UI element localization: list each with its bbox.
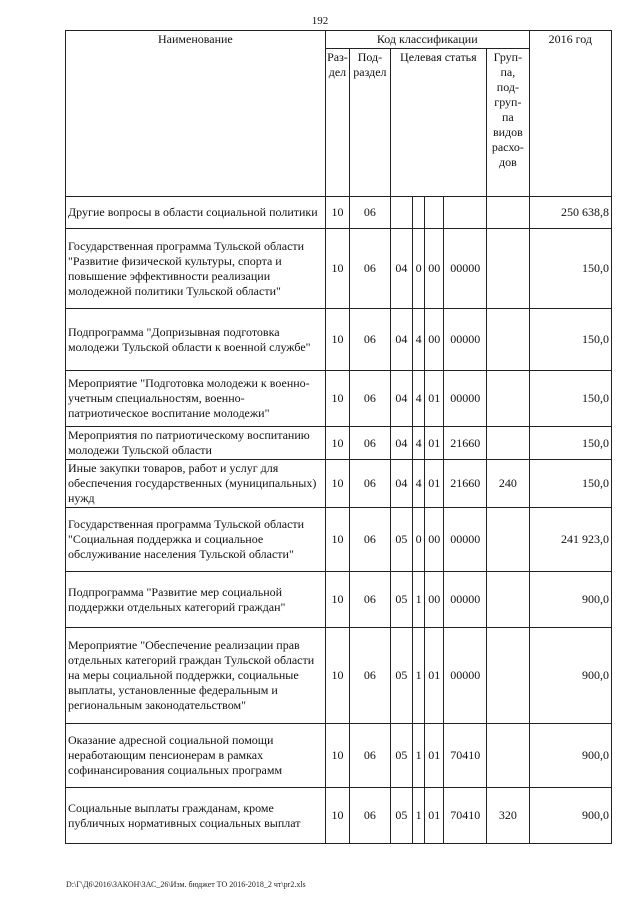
cell-podrazdel: 06 [350,309,391,371]
cell-vid: 320 [487,788,530,844]
cell-t2 [413,197,425,229]
cell-t2: 1 [413,724,425,788]
cell-name: Другие вопросы в области социальной политики [66,197,326,229]
cell-razdel: 10 [325,724,349,788]
table-row [66,724,612,788]
cell-t1: 04 [390,460,412,508]
table-row [66,508,612,572]
cell-razdel: 10 [325,508,349,572]
cell-podrazdel: 06 [350,197,391,229]
header-expense-type: Груп- па, под- груп- па видов расхо- дов [487,49,530,197]
cell-t3: 01 [425,460,444,508]
table-row [66,197,612,229]
cell-vid [487,628,530,724]
page-number: 192 [311,15,329,27]
header-target: Целевая статья [390,49,486,197]
cell-razdel: 10 [325,572,349,628]
cell-t2: 1 [413,788,425,844]
cell-vid [487,572,530,628]
cell-t2: 1 [413,572,425,628]
cell-amount: 150,0 [529,427,611,460]
cell-podrazdel: 06 [350,724,391,788]
table-row [66,229,612,309]
table-row [66,371,612,427]
cell-t2: 0 [413,508,425,572]
cell-vid [487,309,530,371]
cell-t4: 70410 [444,724,487,788]
header-code-group: Код классификации [325,31,529,49]
cell-name: Мероприятие "Обеспечение реализации прав отдельных категорий граждан Тульской области на меры социальной поддержки, социальные выплаты, установленные федеральным и региональным законодательством" [66,628,326,724]
cell-vid [487,229,530,309]
cell-t4: 00000 [444,508,487,572]
table-row [66,427,612,460]
cell-t4: 00000 [444,572,487,628]
cell-razdel: 10 [325,197,349,229]
cell-amount: 241 923,0 [529,508,611,572]
cell-amount: 150,0 [529,371,611,427]
footer-file-path: D:\Г\Д6\2016\ЗАКОН\ЗАС_26\Изм. бюджет ТО 2016-2018_2 чт\pr2.xls [66,880,306,889]
cell-amount: 900,0 [529,788,611,844]
cell-t3: 01 [425,788,444,844]
cell-t2: 4 [413,427,425,460]
budget-table [65,30,612,844]
cell-vid: 240 [487,460,530,508]
cell-vid [487,508,530,572]
cell-amount: 250 638,8 [529,197,611,229]
cell-razdel: 10 [325,371,349,427]
cell-t2: 4 [413,371,425,427]
cell-razdel: 10 [325,229,349,309]
cell-t1: 05 [390,628,412,724]
cell-name: Государственная программа Тульской области "Развитие физической культуры, спорта и повышение эффективности реализации молодежной политики Тульской области" [66,229,326,309]
cell-t1: 05 [390,788,412,844]
cell-t1: 05 [390,572,412,628]
cell-podrazdel: 06 [350,508,391,572]
cell-razdel: 10 [325,427,349,460]
cell-vid [487,371,530,427]
cell-t3: 00 [425,572,444,628]
cell-name: Мероприятие "Подготовка молодежи к военно-учетным специальностям, военно-патриотическое воспитание молодежи" [66,371,326,427]
header-subsection: Под- раздел [350,49,391,197]
cell-t3: 01 [425,724,444,788]
cell-vid [487,427,530,460]
cell-podrazdel: 06 [350,371,391,427]
table-row [66,460,612,508]
cell-vid [487,197,530,229]
cell-t4: 00000 [444,371,487,427]
cell-t3 [425,197,444,229]
cell-name: Государственная программа Тульской области "Социальная поддержка и социальное обслуживание населения Тульской области" [66,508,326,572]
cell-amount: 900,0 [529,724,611,788]
table-row [66,788,612,844]
header-row-top [66,31,612,49]
cell-amount: 150,0 [529,309,611,371]
header-year: 2016 год [529,31,611,197]
cell-podrazdel: 06 [350,229,391,309]
cell-t3: 01 [425,371,444,427]
cell-razdel: 10 [325,628,349,724]
cell-t1: 05 [390,724,412,788]
cell-t1: 04 [390,371,412,427]
cell-name: Подпрограмма "Развитие мер социальной поддержки отдельных категорий граждан" [66,572,326,628]
table-row [66,309,612,371]
cell-t1 [390,197,412,229]
cell-name: Иные закупки товаров, работ и услуг для обеспечения государственных (муниципальных) нужд [66,460,326,508]
table-row [66,628,612,724]
cell-t3: 00 [425,229,444,309]
cell-t4: 00000 [444,628,487,724]
cell-razdel: 10 [325,788,349,844]
cell-name: Оказание адресной социальной помощи неработающим пенсионерам в рамках софинансирования социальных программ [66,724,326,788]
cell-amount: 150,0 [529,460,611,508]
cell-amount: 150,0 [529,229,611,309]
cell-t3: 00 [425,508,444,572]
cell-vid [487,724,530,788]
cell-t2: 4 [413,460,425,508]
cell-name: Социальные выплаты гражданам, кроме публичных нормативных социальных выплат [66,788,326,844]
cell-razdel: 10 [325,309,349,371]
cell-podrazdel: 06 [350,572,391,628]
cell-podrazdel: 06 [350,427,391,460]
cell-t1: 04 [390,427,412,460]
cell-t4: 00000 [444,309,487,371]
cell-t3: 01 [425,427,444,460]
cell-t1: 04 [390,309,412,371]
cell-t4 [444,197,487,229]
cell-t4: 00000 [444,229,487,309]
cell-razdel: 10 [325,460,349,508]
cell-t3: 01 [425,628,444,724]
cell-name: Подпрограмма "Допризывная подготовка молодежи Тульской области к военной службе" [66,309,326,371]
cell-t1: 04 [390,229,412,309]
header-section: Раз- дел [325,49,349,197]
cell-t2: 4 [413,309,425,371]
cell-podrazdel: 06 [350,628,391,724]
cell-podrazdel: 06 [350,788,391,844]
cell-t3: 00 [425,309,444,371]
header-name: Наименование [66,31,326,197]
cell-t4: 21660 [444,460,487,508]
cell-t4: 70410 [444,788,487,844]
cell-name: Мероприятия по патриотическому воспитанию молодежи Тульской области [66,427,326,460]
cell-amount: 900,0 [529,628,611,724]
cell-amount: 900,0 [529,572,611,628]
cell-t4: 21660 [444,427,487,460]
cell-t2: 1 [413,628,425,724]
cell-t2: 0 [413,229,425,309]
cell-podrazdel: 06 [350,460,391,508]
cell-t1: 05 [390,508,412,572]
table-row [66,572,612,628]
